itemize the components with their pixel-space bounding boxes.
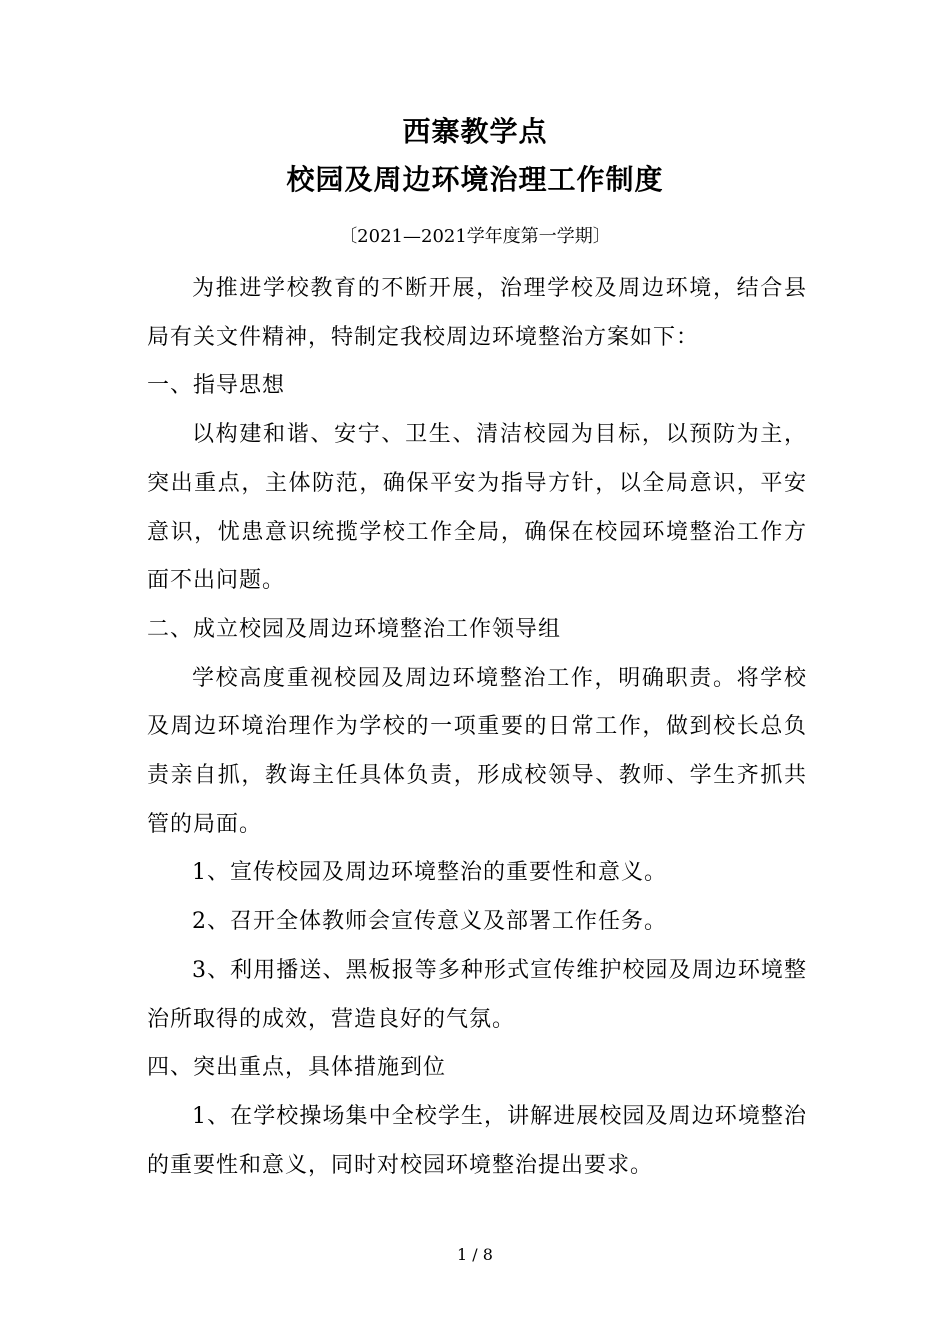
list-item: 1、在学校操场集中全校学生，讲解进展校园及周边环境整治的重要性和意义，同时对校园环境整治提出要求。	[147, 1103, 807, 1178]
section-heading-leadership-group: 二、成立校园及周边环境整治工作领导组	[147, 616, 562, 642]
semester-label: 〔2021—2021学年度第一学期〕	[339, 226, 611, 247]
document-body	[147, 265, 807, 1190]
body-paragraph: 学校高度重视校园及周边环境整治工作，明确职责。将学校及周边环境治理作为学校的一项重要的日常工作，做到校长总负责亲自抓，教诲主任具体负责，形成校领导、教师、学生齐抓共管的局面。	[147, 665, 807, 837]
body-paragraph: 以构建和谐、安宁、卫生、清洁校园为目标，以预防为主，突出重点，主体防范，确保平安为指导方针，以全局意识，平安意识，忧患意识统揽学校工作全局，确保在校园环境整治工作方面不出问题。	[147, 422, 807, 594]
page-number: 1 / 8	[457, 1245, 493, 1264]
section-heading-guiding-ideology: 一、指导思想	[147, 373, 286, 399]
section-heading-key-measures: 四、突出重点，具体措施到位	[147, 1055, 447, 1081]
intro-paragraph: 为推进学校教育的不断开展，治理学校及周边环境，结合县局有关文件精神，特制定我校周边环境整治方案如下：	[147, 276, 807, 350]
list-item: 2、召开全体教师会宣传意义及部署工作任务。	[192, 909, 667, 935]
document-title: 西寨教学点	[402, 115, 548, 148]
document-subtitle-title: 校园及周边环境治理工作制度	[286, 163, 664, 196]
list-item: 3、利用播送、黑板报等多种形式宣传维护校园及周边环境整治所取得的成效，营造良好的气氛。	[147, 957, 807, 1032]
list-item: 1、宣传校园及周边环境整治的重要性和意义。	[192, 860, 667, 886]
